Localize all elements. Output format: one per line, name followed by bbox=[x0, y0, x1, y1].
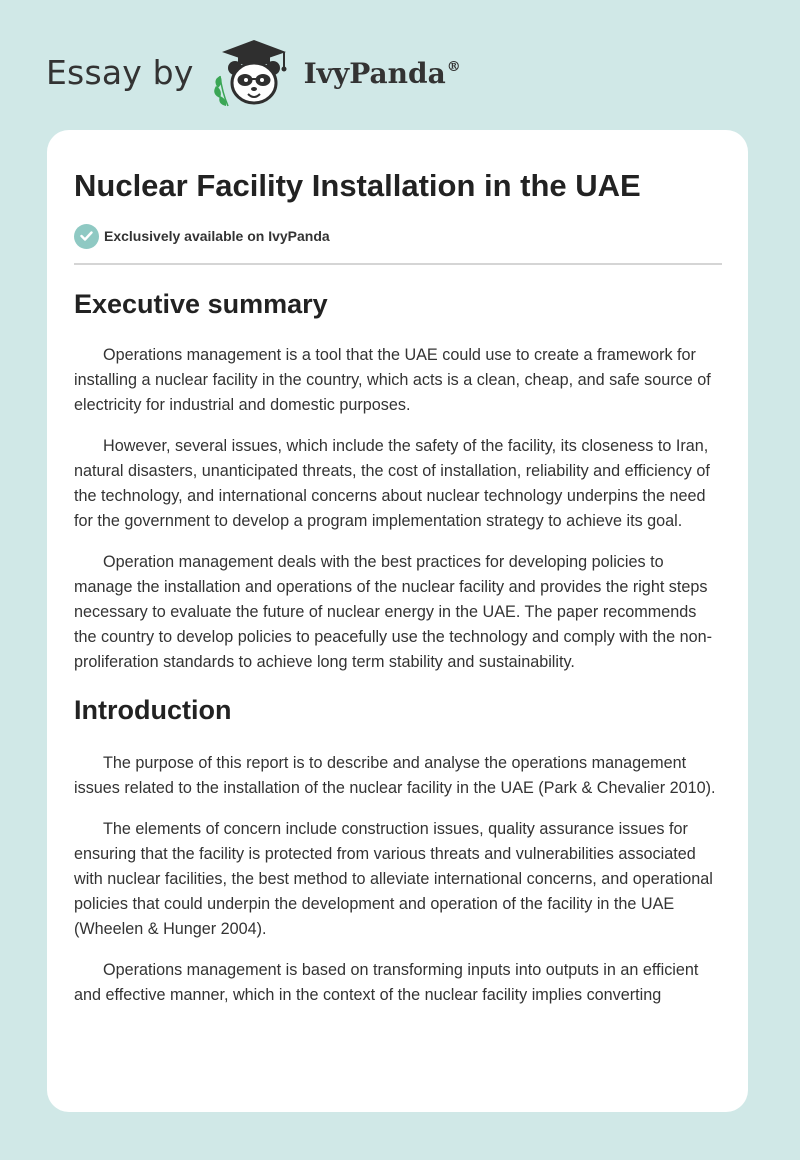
paragraph: The elements of concern include construction issues, quality assurance issues for ensuring that the facility is protected from various threats and vulnerabilities associated with nuclear facilities, the best method to alleviate international concerns, and operational policies that could underpin the development and operation of the facility in the UAE (Wheelen & Hunger 2004). bbox=[74, 820, 713, 938]
brand-name: IvyPanda® bbox=[303, 56, 461, 90]
essay-card bbox=[47, 130, 748, 1112]
panda-graduate-icon bbox=[208, 36, 300, 108]
paragraph: Operations management is based on transforming inputs into outputs in an efficient and effective manner, which in the context of the nuclear facility implies converting bbox=[74, 961, 699, 1004]
availability-badge bbox=[74, 223, 722, 249]
section-heading-executive-summary: Executive summary bbox=[74, 289, 328, 319]
page-title: Nuclear Facility Installation in the UAE bbox=[74, 168, 641, 203]
paragraph: Operations management is a tool that the UAE could use to create a framework for installing a nuclear facility in the country, which acts is a clean, cheap, and safe source of electricity for industrial and domestic purposes. bbox=[74, 346, 711, 414]
paragraph: Operation management deals with the best practices for developing policies to manage the installation and operations of the nuclear facility and provides the right steps necessary to evaluate the future of nuclear energy in the UAE. The paper recommends the country to develop policies to peacefully use the technology and comply with the non-proliferation standards to achieve long term stability and sustainability. bbox=[74, 553, 712, 671]
badge-text: Exclusively available on IvyPanda bbox=[104, 228, 330, 244]
divider bbox=[74, 263, 722, 265]
brand-logo[interactable] bbox=[46, 36, 461, 108]
paragraph: However, several issues, which include the safety of the facility, its closeness to Iran, natural disasters, unanticipated threats, the cost of installation, reliability and efficiency of the technology, and international concerns about nuclear technology underpins the need for the government to develop a program implementation strategy to achieve its goal. bbox=[74, 437, 710, 530]
paragraph: The purpose of this report is to describe and analyse the operations management issues related to the installation of the nuclear facility in the UAE (Park & Chevalier 2010). bbox=[74, 754, 716, 797]
brand-prefix: Essay by bbox=[46, 52, 194, 92]
check-circle-icon bbox=[74, 224, 99, 249]
section-heading-introduction: Introduction bbox=[74, 695, 232, 725]
